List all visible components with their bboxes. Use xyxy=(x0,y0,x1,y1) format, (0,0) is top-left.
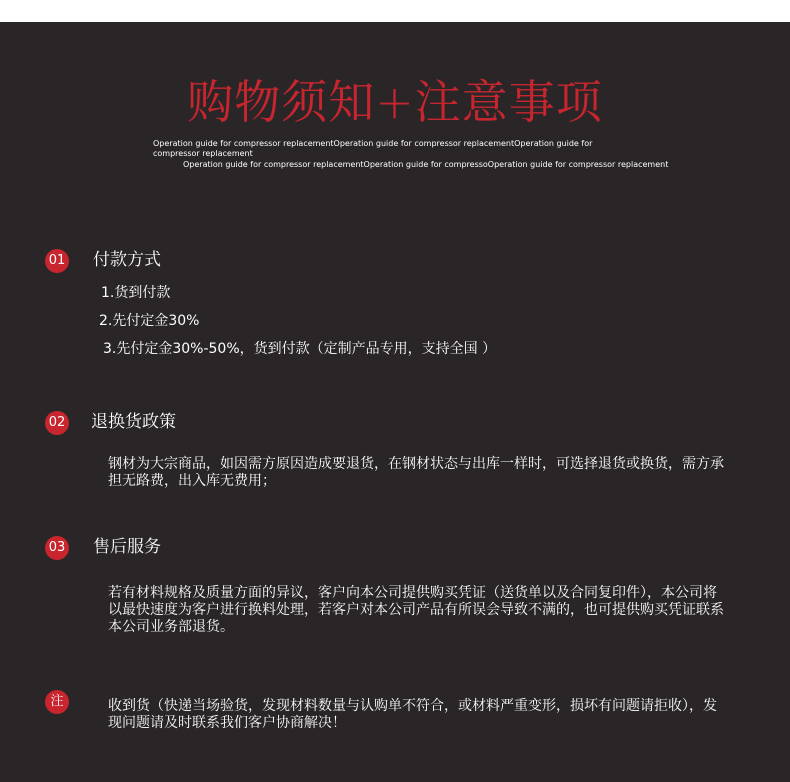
section-badge-03: 03 xyxy=(45,536,69,560)
note-badge: 注 xyxy=(45,690,69,714)
section-badge-01: 01 xyxy=(45,249,69,273)
payment-option-1: 1.货到付款 xyxy=(101,285,171,301)
section-heading-payment: 付款方式 xyxy=(93,250,161,270)
notice-panel xyxy=(0,22,790,782)
page-title: 购物须知+注意事项 xyxy=(187,75,603,129)
payment-option-2: 2.先付定金30% xyxy=(99,313,200,329)
note-text: 收到货（快递当场验货，发现材料数量与认购单不符合，或材料严重变形，损坏有问题请拒收），发现问题请及时联系我们客户协商解决！ xyxy=(108,698,717,731)
payment-option-3: 3.先付定金30%-50%，货到付款（定制产品专用，支持全国 ） xyxy=(103,341,497,357)
subtitle-line-2: Operation guide for compressor replacementOperation guide for compressoOperation guide for compressor replacement xyxy=(183,160,669,169)
returns-policy-text: 钢材为大宗商品，如因需方原因造成要退货，在钢材状态与出库一样时，可选择退货或换货，需方承担无路费，出入库无费用； xyxy=(108,456,724,489)
section-heading-after-sales: 售后服务 xyxy=(93,537,161,557)
subtitle-line-1: Operation guide for compressor replacementOperation guide for compressor replacementOperation guide for compressor replacement xyxy=(153,139,593,158)
section-heading-returns: 退换货政策 xyxy=(91,412,176,432)
section-badge-02: 02 xyxy=(45,411,69,435)
after-sales-text: 若有材料规格及质量方面的异议，客户向本公司提供购买凭证（送货单以及合同复印件），本公司将以最快速度为客户进行换料处理，若客户对本公司产品有所误会导致不满的，也可提供购买凭证联系本公司业务部退货。 xyxy=(108,585,724,635)
